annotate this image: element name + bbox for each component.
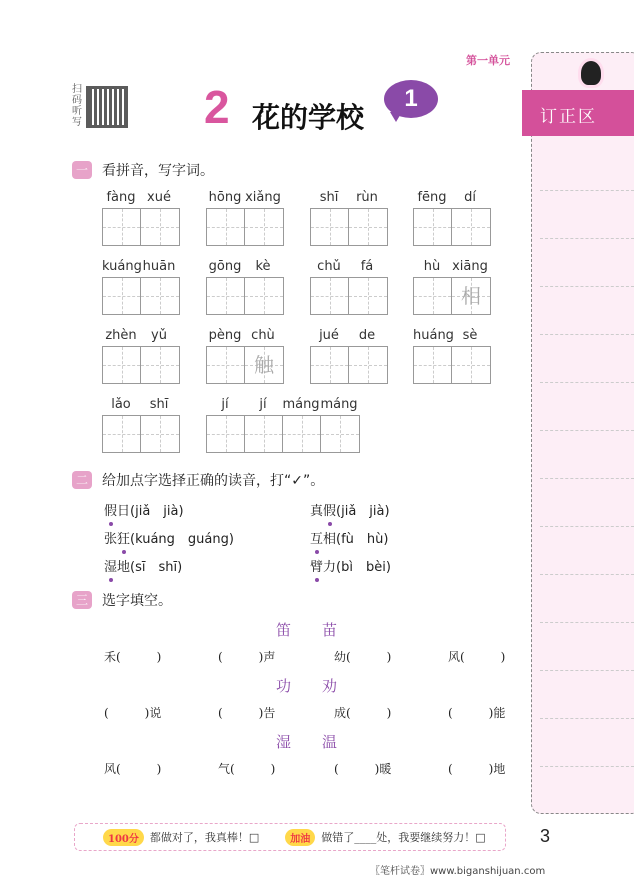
writing-cell[interactable] xyxy=(103,209,141,245)
word-char xyxy=(104,528,117,547)
choice-char: 笛 xyxy=(276,621,292,639)
pinyin xyxy=(102,190,180,208)
correction-line xyxy=(540,190,634,191)
pinyin-writing-item xyxy=(102,259,180,315)
correction-line xyxy=(540,574,634,575)
correction-line xyxy=(540,382,634,383)
pinyin-syllable: lǎo xyxy=(111,397,131,412)
char-text: 假 xyxy=(323,504,337,519)
pinyin xyxy=(310,328,388,346)
choice-char: 功 xyxy=(276,677,292,695)
word-char xyxy=(117,500,130,519)
pinyin-writing-item xyxy=(102,397,180,453)
word-char xyxy=(323,500,336,519)
all-correct-text[interactable]: 都做对了，我真棒！□ xyxy=(149,831,260,844)
tianzige-grid xyxy=(102,277,180,315)
correction-line xyxy=(540,526,634,527)
website-credit: 〖笔杆试卷〗www.biganshijuan.com xyxy=(370,866,546,877)
tianzige-grid xyxy=(310,346,388,384)
part-badge: 1 xyxy=(384,80,438,118)
writing-cell[interactable] xyxy=(245,347,283,383)
pinyin-syllable: jué xyxy=(319,328,339,343)
fill-blank-item[interactable]: 风( ) xyxy=(448,650,506,664)
pinyin xyxy=(310,190,388,208)
pinyin xyxy=(206,259,284,277)
fill-blank-item[interactable]: ( )能 xyxy=(448,706,506,720)
correction-area-title: 订正区 xyxy=(522,90,634,136)
unit-label: 第一单元 xyxy=(466,54,510,67)
pinyin-writing-item xyxy=(413,259,491,315)
word-char xyxy=(117,528,130,547)
pinyin-writing-item xyxy=(310,259,388,315)
char-text: 相 xyxy=(323,532,337,547)
pinyin-writing-item xyxy=(206,259,284,315)
tianzige-grid xyxy=(102,208,180,246)
pronunciation-item[interactable] xyxy=(310,500,390,519)
pinyin xyxy=(413,190,491,208)
tianzige-grid xyxy=(102,415,180,453)
pinyin-syllable: hù xyxy=(423,259,441,274)
writing-cell[interactable] xyxy=(207,209,245,245)
prefilled-char: 相 xyxy=(461,284,481,308)
writing-cell[interactable] xyxy=(414,278,452,314)
fill-blank-item[interactable]: 禾( ) xyxy=(104,650,162,664)
word-char xyxy=(323,528,336,547)
writing-cell[interactable] xyxy=(141,209,179,245)
pinyin-options[interactable]: (bì bèi) xyxy=(336,560,391,575)
writing-cell[interactable] xyxy=(141,416,179,452)
pinyin-syllable: de xyxy=(358,328,376,343)
pinyin xyxy=(206,397,360,415)
pinyin xyxy=(413,259,491,277)
char-text: 假 xyxy=(104,504,118,519)
tianzige-grid xyxy=(206,277,284,315)
writing-cell[interactable] xyxy=(207,278,245,314)
prefilled-char: 触 xyxy=(254,353,274,377)
lesson-number: 2 xyxy=(204,81,230,133)
char-text: 狂 xyxy=(117,532,131,547)
fill-blank-item[interactable]: 气( ) xyxy=(218,762,276,776)
word-char xyxy=(104,556,117,575)
pinyin xyxy=(206,190,284,208)
pinyin-writing-item xyxy=(310,328,388,384)
tianzige-grid xyxy=(413,277,491,315)
tianzige-grid xyxy=(413,346,491,384)
word-char xyxy=(310,528,323,547)
pinyin-writing-item xyxy=(413,190,491,246)
pronunciation-item[interactable] xyxy=(310,556,391,575)
pinyin-syllable: hōng xyxy=(208,190,242,205)
writing-cell[interactable] xyxy=(414,209,452,245)
correction-line xyxy=(540,670,634,671)
pinyin-syllable: fá xyxy=(360,259,374,274)
pinyin-syllable: rùn xyxy=(356,190,378,205)
emphasis-dot-icon xyxy=(315,550,319,554)
pinyin-syllable: shī xyxy=(149,397,169,412)
word-char xyxy=(323,556,336,575)
char-text: 湿 xyxy=(104,560,118,575)
char-text: 真 xyxy=(310,504,324,519)
char-text: 日 xyxy=(117,504,131,519)
char-text: 地 xyxy=(117,560,131,575)
emphasis-dot-icon xyxy=(122,550,126,554)
pinyin xyxy=(102,259,180,277)
char-text: 互 xyxy=(310,532,324,547)
fill-blank-item[interactable]: 风( ) xyxy=(104,762,162,776)
pinyin-writing-item xyxy=(206,397,360,453)
fill-blank-item[interactable]: ( )说 xyxy=(104,706,162,720)
word-char xyxy=(117,556,130,575)
pinyin-syllable: huáng xyxy=(413,328,454,343)
writing-cell[interactable] xyxy=(311,347,349,383)
pinyin-syllable: xué xyxy=(147,190,171,205)
pinyin xyxy=(310,259,388,277)
char-choices xyxy=(276,731,368,752)
pinyin-syllable: máng xyxy=(282,397,320,412)
section1-heading xyxy=(72,160,214,180)
pinyin-syllable: pèng xyxy=(208,328,242,343)
lesson-title: 花的学校 xyxy=(252,101,365,134)
writing-cell[interactable] xyxy=(207,416,245,452)
fill-blank-item[interactable]: ( )地 xyxy=(448,762,506,776)
pinyin-syllable: jí xyxy=(221,397,229,412)
tianzige-grid xyxy=(310,277,388,315)
writing-cell[interactable] xyxy=(245,209,283,245)
correction-line xyxy=(540,430,634,431)
tianzige-grid xyxy=(206,208,284,246)
page-number: 3 xyxy=(540,826,551,846)
writing-cell[interactable] xyxy=(414,347,452,383)
mistakes-text[interactable]: 做错了____处，我要继续努力！□ xyxy=(321,831,486,844)
pinyin-options[interactable]: (fù hù) xyxy=(336,532,389,547)
emphasis-dot-icon xyxy=(109,522,113,526)
pinyin-syllable: fēng xyxy=(417,190,447,205)
char-text: 力 xyxy=(323,560,337,575)
pinyin-writing-item xyxy=(102,328,180,384)
writing-cell[interactable] xyxy=(321,416,359,452)
correction-line xyxy=(540,334,634,335)
pinyin xyxy=(413,328,491,346)
pinyin-options[interactable]: (sī shī) xyxy=(130,560,183,575)
section3-heading xyxy=(72,590,172,610)
pinyin-syllable: jí xyxy=(259,397,267,412)
pinyin-syllable: dí xyxy=(464,190,476,205)
tianzige-grid xyxy=(206,346,284,384)
choice-char: 温 xyxy=(322,733,338,751)
writing-cell[interactable] xyxy=(103,416,141,452)
section-number: 一 xyxy=(72,161,92,179)
word-char xyxy=(310,500,323,519)
word-char xyxy=(310,556,323,575)
pinyin-syllable: sè xyxy=(462,328,478,343)
pinyin-syllable: kuáng xyxy=(102,259,142,274)
section-title: 选字填空。 xyxy=(102,593,172,609)
pinyin xyxy=(206,328,284,346)
cartoon-girl-icon xyxy=(578,58,604,88)
pinyin-writing-item xyxy=(206,190,284,246)
pinyin-writing-item xyxy=(310,190,388,246)
fill-blank-item[interactable]: ( )暖 xyxy=(334,762,392,776)
writing-cell[interactable] xyxy=(452,209,490,245)
writing-cell[interactable] xyxy=(283,416,321,452)
writing-cell[interactable] xyxy=(311,278,349,314)
fill-blank-item[interactable]: ( )告 xyxy=(218,706,276,720)
pinyin-syllable: máng xyxy=(320,397,358,412)
emphasis-dot-icon xyxy=(328,522,332,526)
correction-area xyxy=(531,52,634,814)
pinyin-syllable: yǔ xyxy=(151,328,167,343)
pinyin-syllable: shī xyxy=(319,190,339,205)
pinyin-syllable: fàng xyxy=(106,190,136,205)
pinyin-writing-item xyxy=(102,190,180,246)
tianzige-grid xyxy=(102,346,180,384)
section-title: 看拼音，写字词。 xyxy=(102,163,214,179)
writing-cell[interactable] xyxy=(103,347,141,383)
emphasis-dot-icon xyxy=(109,578,113,582)
correction-line xyxy=(540,718,634,719)
pinyin-syllable: chù xyxy=(251,328,275,343)
score-badge: 100分 xyxy=(103,829,144,846)
pinyin xyxy=(102,328,180,346)
pinyin-syllable: zhèn xyxy=(105,328,137,343)
choice-char: 湿 xyxy=(276,733,292,751)
pinyin-options[interactable]: (jiǎ jià) xyxy=(336,504,390,519)
pinyin xyxy=(102,397,180,415)
pinyin-options[interactable]: (jiǎ jià) xyxy=(130,504,184,519)
pinyin-syllable: xiǎng xyxy=(245,190,281,205)
pronunciation-item[interactable] xyxy=(104,556,182,575)
pinyin-syllable: huān xyxy=(142,259,176,274)
correction-line xyxy=(540,286,634,287)
char-text: 张 xyxy=(104,532,118,547)
writing-cell[interactable] xyxy=(141,347,179,383)
pinyin-writing-item xyxy=(413,328,491,384)
qr-label: 扫码听写 xyxy=(72,84,82,128)
fill-blank-item[interactable]: 成( ) xyxy=(334,706,392,720)
correction-line xyxy=(540,478,634,479)
self-assessment-bar xyxy=(74,823,506,851)
section-title: 给加点字选择正确的读音，打“✓”。 xyxy=(102,473,325,489)
writing-cell[interactable] xyxy=(103,278,141,314)
tianzige-grid xyxy=(310,208,388,246)
fill-blank-item[interactable]: 幼( ) xyxy=(334,650,392,664)
writing-cell[interactable] xyxy=(452,347,490,383)
writing-cell[interactable] xyxy=(311,209,349,245)
word-char xyxy=(104,500,117,519)
section2-heading xyxy=(72,470,324,490)
char-choices xyxy=(276,675,368,696)
pinyin-syllable: chǔ xyxy=(317,259,341,274)
choice-char: 苗 xyxy=(322,621,338,639)
writing-cell[interactable] xyxy=(141,278,179,314)
writing-cell[interactable] xyxy=(349,278,387,314)
tianzige-grid xyxy=(413,208,491,246)
pinyin-writing-item xyxy=(206,328,284,384)
pronunciation-item[interactable] xyxy=(104,528,234,547)
writing-cell[interactable] xyxy=(245,278,283,314)
qr-code-icon[interactable] xyxy=(86,86,128,128)
correction-line xyxy=(540,766,634,767)
pronunciation-item[interactable] xyxy=(104,500,184,519)
correction-line xyxy=(540,622,634,623)
correction-line xyxy=(540,238,634,239)
choice-char: 劝 xyxy=(322,677,338,695)
section-number: 三 xyxy=(72,591,92,609)
writing-cell[interactable] xyxy=(452,278,490,314)
pinyin-syllable: gōng xyxy=(208,259,242,274)
writing-cell[interactable] xyxy=(349,347,387,383)
char-text: 臂 xyxy=(310,560,324,575)
fill-blank-item[interactable]: ( )声 xyxy=(218,650,276,664)
tianzige-grid xyxy=(206,415,360,453)
emphasis-dot-icon xyxy=(315,578,319,582)
pinyin-options[interactable]: (kuáng guáng) xyxy=(130,532,234,547)
pronunciation-item[interactable] xyxy=(310,528,388,547)
keep-going-badge: 加油 xyxy=(285,829,315,846)
char-choices xyxy=(276,619,368,640)
pinyin-syllable: xiāng xyxy=(452,259,488,274)
writing-cell[interactable] xyxy=(207,347,245,383)
pinyin-syllable: kè xyxy=(255,259,271,274)
writing-cell[interactable] xyxy=(245,416,283,452)
section-number: 二 xyxy=(72,471,92,489)
writing-cell[interactable] xyxy=(349,209,387,245)
